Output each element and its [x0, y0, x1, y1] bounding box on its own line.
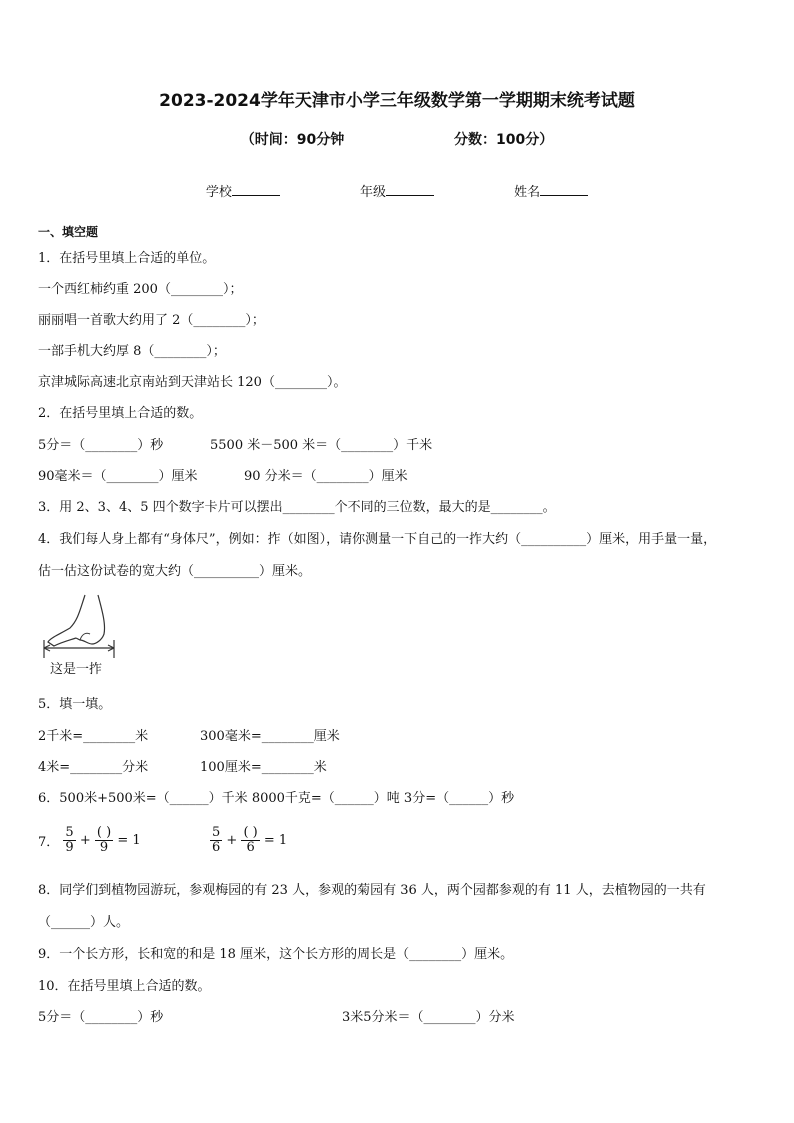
fraction-blank-9[interactable]: $\frac{( )}{9}$	[96, 825, 112, 855]
school-label: 学校	[205, 185, 232, 200]
q8-line1: 8．同学们到植物园游玩，参观梅园的有 23 人，参观的菊园有 36 人，两个园都参观的有 11 人，去植物园的一共有	[38, 883, 706, 898]
exam-info	[0, 129, 794, 149]
q2-item-a: 5分＝（________）秒	[38, 438, 164, 453]
page-title: 2023-2024学年天津市小学三年级数学第一学期期末统考试题	[159, 91, 635, 111]
q8-line2: （______）人。	[38, 915, 130, 930]
q1-item-a: 一个西红柿约重 200（________）；	[38, 282, 243, 297]
figure-caption: 这是一拃	[50, 662, 103, 677]
fraction-blank-6[interactable]: $\frac{( )}{6}$	[243, 825, 258, 855]
plus-sign: +	[226, 833, 238, 848]
q7-number: 7．	[38, 835, 60, 850]
q1-prompt: 1．在括号里填上合适的单位。	[38, 251, 216, 266]
equals-one: = 1	[263, 833, 288, 848]
score-label: 分数：100分）	[454, 132, 554, 148]
q5-prompt: 5．填一填。	[38, 697, 112, 712]
q5-item-c: 4米=________分米	[38, 760, 149, 775]
q1-item-b: 丽丽唱一首歌大约用了 2（________）；	[38, 313, 265, 328]
q5-item-a: 2千米=________米	[38, 729, 149, 744]
fraction-5-6: $\frac{5}{6}$	[212, 825, 221, 855]
q10-item-b: 3米5分米＝（________）分米	[342, 1010, 515, 1025]
fraction-5-9: $\frac{5}{9}$	[65, 825, 74, 855]
name-label: 姓名	[514, 185, 541, 200]
q7-equation-2	[210, 826, 287, 855]
q9-text: 9．一个长方形，长和宽的和是 18 厘米，这个长方形的周长是（________）厘米。	[38, 947, 514, 962]
q2-item-d: 90 分米＝（________）厘米	[244, 469, 408, 484]
q1-item-c: 一部手机大约厚 8（________）；	[38, 344, 226, 359]
q1-item-d: 京津城际高速北京南站到天津站长 120（________）。	[38, 375, 347, 390]
q2-prompt: 2．在括号里填上合适的数。	[38, 406, 203, 421]
grade-label: 年级	[359, 185, 386, 200]
time-label: （时间：90分钟	[240, 132, 345, 148]
q5-item-b: 300毫米=________厘米	[200, 729, 340, 744]
q10-prompt: 10．在括号里填上合适的数。	[38, 979, 211, 994]
q4-line2: 估一估这份试卷的宽大约（__________）厘米。	[38, 564, 312, 579]
plus-sign: +	[79, 833, 91, 848]
student-fields	[0, 181, 794, 200]
school-field[interactable]	[232, 183, 280, 196]
section-heading: 一、填空题	[38, 225, 99, 239]
q3-text: 3．用 2、3、4、5 四个数字卡片可以摆出________个不同的三位数，最大的是________。	[38, 500, 556, 515]
q2-item-b: 5500 米－500 米＝（________）千米	[210, 438, 433, 453]
q6-text: 6．500米+500米=（______）千米 8000千克=（______）吨 3分=（______）秒	[38, 791, 515, 806]
q5-item-d: 100厘米=________米	[200, 760, 327, 775]
q2-item-c: 90毫米＝（________）厘米	[38, 469, 198, 484]
q10-item-a: 5分＝（________）秒	[38, 1010, 164, 1025]
q7-equations	[38, 826, 141, 855]
grade-field[interactable]	[386, 183, 434, 196]
q4-line1: 4．我们每人身上都有“身体尺”，例如：拃（如图），请你测量一下自己的一拃大约（__________）厘米，用手量一量，	[38, 532, 717, 547]
name-field[interactable]	[540, 183, 588, 196]
equals-one: = 1	[117, 833, 141, 848]
